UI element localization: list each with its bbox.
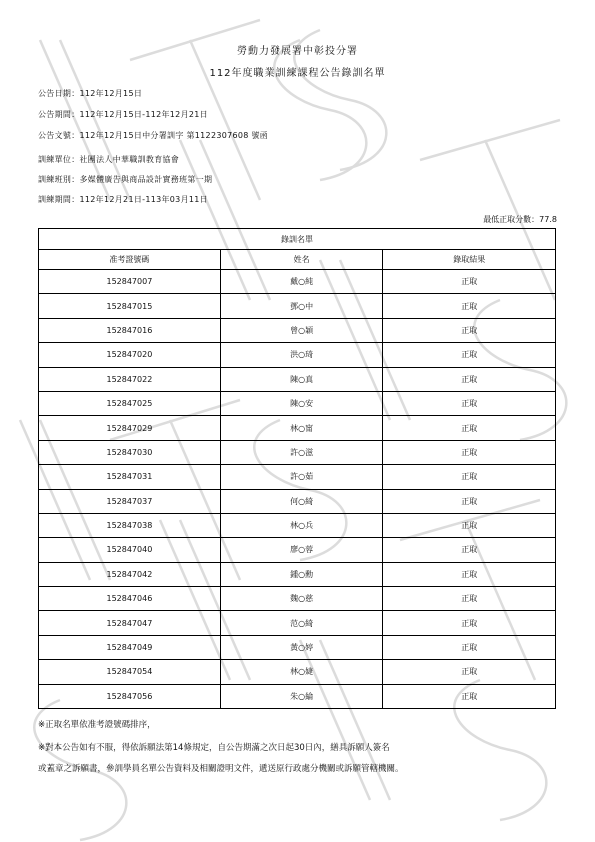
result-cell: 正取 xyxy=(383,489,556,513)
result-cell: 正取 xyxy=(383,465,556,489)
exam-number-cell: 152847056 xyxy=(39,684,221,708)
info-label: 公告日期： xyxy=(38,89,80,98)
exam-number-cell: 152847020 xyxy=(39,343,221,367)
exam-number-cell: 152847025 xyxy=(39,391,221,415)
exam-number-cell: 152847015 xyxy=(39,294,221,318)
name-cell: 范○綺 xyxy=(220,611,383,635)
info-label: 訓練單位： xyxy=(38,155,80,164)
table-row xyxy=(39,587,556,611)
info-training-period xyxy=(38,194,208,205)
table-row xyxy=(39,489,556,513)
table-row xyxy=(39,611,556,635)
name-cell: 許○茹 xyxy=(220,465,383,489)
table-row xyxy=(39,538,556,562)
result-cell: 正取 xyxy=(383,416,556,440)
exam-number-cell: 152847029 xyxy=(39,416,221,440)
name-cell: 許○滋 xyxy=(220,440,383,464)
exam-number-cell: 152847031 xyxy=(39,465,221,489)
table-row xyxy=(39,318,556,342)
result-cell: 正取 xyxy=(383,343,556,367)
table-row xyxy=(39,343,556,367)
exam-number-cell: 152847037 xyxy=(39,489,221,513)
info-value: 多媒體廣告與商品設計實務班第一期 xyxy=(79,175,213,184)
exam-number-cell: 152847054 xyxy=(39,660,221,684)
table-row xyxy=(39,416,556,440)
name-cell: 廖○蓉 xyxy=(220,538,383,562)
result-cell: 正取 xyxy=(383,318,556,342)
name-cell: 何○綺 xyxy=(220,489,383,513)
name-cell: 曾○穎 xyxy=(220,318,383,342)
exam-number-cell: 152847022 xyxy=(39,367,221,391)
result-cell: 正取 xyxy=(383,391,556,415)
exam-number-cell: 152847030 xyxy=(39,440,221,464)
info-training-class xyxy=(38,174,212,185)
info-label: 公告期間： xyxy=(38,110,80,119)
result-cell: 正取 xyxy=(383,635,556,659)
name-cell: 朱○綸 xyxy=(220,684,383,708)
table-body xyxy=(39,270,556,709)
info-announce-date xyxy=(38,88,142,99)
result-cell: 正取 xyxy=(383,611,556,635)
exam-number-cell: 152847040 xyxy=(39,538,221,562)
exam-number-cell: 152847007 xyxy=(39,270,221,294)
name-cell: 陳○真 xyxy=(220,367,383,391)
table-row xyxy=(39,684,556,708)
info-value: 112年12月15日 xyxy=(79,89,143,98)
column-header-exam-number: 准考證號碼 xyxy=(39,250,221,270)
result-cell: 正取 xyxy=(383,513,556,537)
table-row xyxy=(39,294,556,318)
result-cell: 正取 xyxy=(383,660,556,684)
passing-score: 最低正取分數：77.8 xyxy=(483,215,557,224)
note-appeal-line2: 或蓋章之訴願書，參訓學員名單公告資料及相關證明文件，遞送原行政處分機關或訴願管轄機關。 xyxy=(38,764,404,774)
result-cell: 正取 xyxy=(383,294,556,318)
table-caption: 錄訓名單 xyxy=(39,229,556,250)
exam-number-cell: 152847049 xyxy=(39,635,221,659)
exam-number-cell: 152847016 xyxy=(39,318,221,342)
result-cell: 正取 xyxy=(383,538,556,562)
info-training-unit xyxy=(38,154,179,165)
name-cell: 黃○婷 xyxy=(220,635,383,659)
admission-table xyxy=(38,228,556,709)
result-cell: 正取 xyxy=(383,270,556,294)
name-cell: 林○兵 xyxy=(220,513,383,537)
exam-number-cell: 152847046 xyxy=(39,587,221,611)
table-row xyxy=(39,440,556,464)
table-row xyxy=(39,660,556,684)
table-row xyxy=(39,465,556,489)
note-appeal-line1: ※對本公告如有不服，得依訴願法第14條規定，自公告期滿之次日起30日內，繕具訴願人簽名 xyxy=(38,743,390,753)
name-cell: 鍾○勳 xyxy=(220,562,383,586)
name-cell: 魏○慈 xyxy=(220,587,383,611)
exam-number-cell: 152847042 xyxy=(39,562,221,586)
name-cell: 戴○純 xyxy=(220,270,383,294)
result-cell: 正取 xyxy=(383,440,556,464)
info-announce-period xyxy=(38,109,208,120)
info-value: 112年12月15日中分署訓字 第1122307608 號函 xyxy=(79,131,269,140)
info-value: 112年12月21日-113年03月11日 xyxy=(79,195,208,204)
table-row xyxy=(39,635,556,659)
column-header-result: 錄取結果 xyxy=(383,250,556,270)
document-title: 112年度職業訓練課程公告錄訓名單 xyxy=(209,68,386,79)
table-row xyxy=(39,562,556,586)
info-label: 訓練班別： xyxy=(38,175,80,184)
result-cell: 正取 xyxy=(383,684,556,708)
result-cell: 正取 xyxy=(383,367,556,391)
result-cell: 正取 xyxy=(383,587,556,611)
info-value: 社團法人中華職訓教育協會 xyxy=(79,155,180,164)
result-cell: 正取 xyxy=(383,562,556,586)
exam-number-cell: 152847038 xyxy=(39,513,221,537)
table-row xyxy=(39,391,556,415)
exam-number-cell: 152847047 xyxy=(39,611,221,635)
table-row xyxy=(39,367,556,391)
info-value: 112年12月15日-112年12月21日 xyxy=(79,110,208,119)
note-sorting: ※正取名單依准考證號碼排序， xyxy=(38,720,156,730)
agency-title: 勞動力發展署中彰投分署 xyxy=(237,46,358,57)
name-cell: 林○婕 xyxy=(220,660,383,684)
column-header-name: 姓名 xyxy=(220,250,383,270)
name-cell: 鄧○中 xyxy=(220,294,383,318)
name-cell: 陳○安 xyxy=(220,391,383,415)
table-row xyxy=(39,270,556,294)
table-row xyxy=(39,513,556,537)
name-cell: 洪○琦 xyxy=(220,343,383,367)
info-label: 訓練期間： xyxy=(38,195,80,204)
name-cell: 林○甯 xyxy=(220,416,383,440)
info-document-number xyxy=(38,130,268,141)
info-label: 公告文號： xyxy=(38,131,80,140)
